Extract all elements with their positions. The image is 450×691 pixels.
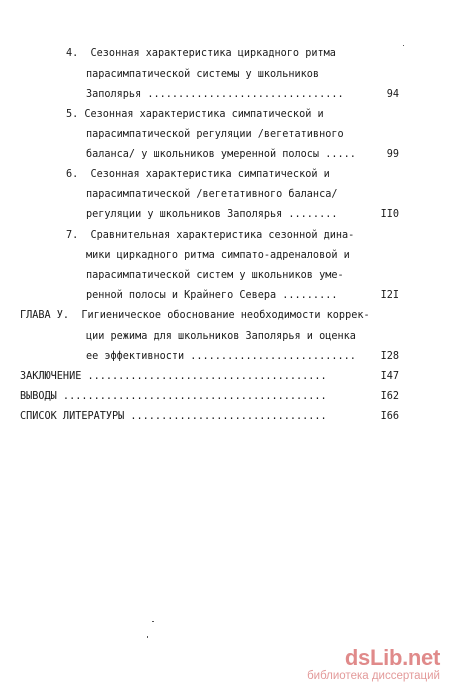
toc-findings: ВЫВОДЫ ...........................................	[20, 391, 327, 402]
toc-entry-4-line-3: Заполярья ................................	[86, 89, 344, 100]
toc-entry-4-page: 94	[386, 89, 399, 100]
toc-entry-5-page: 99	[386, 149, 399, 160]
scan-speck	[403, 45, 404, 46]
toc-conclusion-page: I47	[380, 371, 399, 382]
toc-entry-4-line-2: парасимпатической системы у школьников	[86, 69, 320, 80]
toc-chapter-5-line-3: ее эффективности ...........................	[86, 351, 356, 362]
toc-findings-page: I62	[380, 391, 399, 402]
watermark-logo: dsLib.net	[344, 645, 440, 670]
toc-entry-4-line-1: 4. Сезонная характеристика циркадного ритма	[66, 48, 336, 59]
toc-entry-5-line-1: 5. Сезонная характеристика симпатической и	[66, 109, 324, 120]
watermark	[307, 646, 440, 683]
toc-entry-7-page: I2I	[380, 290, 399, 301]
scan-speck	[152, 621, 154, 622]
toc-conclusion: ЗАКЛЮЧЕНИЕ .......................................	[20, 371, 327, 382]
toc-entry-6-page: II0	[380, 209, 399, 220]
watermark-subtitle: библиотека диссертаций	[307, 670, 440, 682]
toc-entry-7-line-3: парасимпатической систем у школьников уме-	[86, 270, 344, 281]
toc-references-page: I66	[380, 411, 399, 422]
toc-entry-5-line-2: парасимпатической регуляции /вегетативного	[86, 129, 344, 140]
toc-chapter-5-line-2: ции режима для школьников Заполярья и оценка	[86, 331, 356, 342]
toc-references: СПИСОК ЛИТЕРАТУРЫ ................................	[20, 411, 327, 422]
toc-entry-7-line-4: ренной полосы и Крайнего Севера .........	[86, 290, 338, 301]
toc-entry-5-line-3: баланса/ у школьников умеренной полосы .....	[86, 149, 356, 160]
scan-speck	[147, 636, 148, 638]
toc-chapter-5-line-1: ГЛАВА У. Гигиеническое обоснование необходимости коррек-	[20, 310, 370, 321]
toc-entry-7-line-2: мики циркадного ритма симпато-адреналовой и	[86, 250, 350, 261]
toc-chapter-5-page: I28	[380, 351, 399, 362]
toc-entry-7-line-1: 7. Сравнительная характеристика сезонной дина-	[66, 230, 355, 241]
toc-entry-6-line-2: парасимпатической /вегетативного баланса/	[86, 189, 338, 200]
toc-entry-6-line-3: регуляции у школьников Заполярья ........	[86, 209, 338, 220]
toc-entry-6-line-1: 6. Сезонная характеристика симпатической и	[66, 169, 330, 180]
